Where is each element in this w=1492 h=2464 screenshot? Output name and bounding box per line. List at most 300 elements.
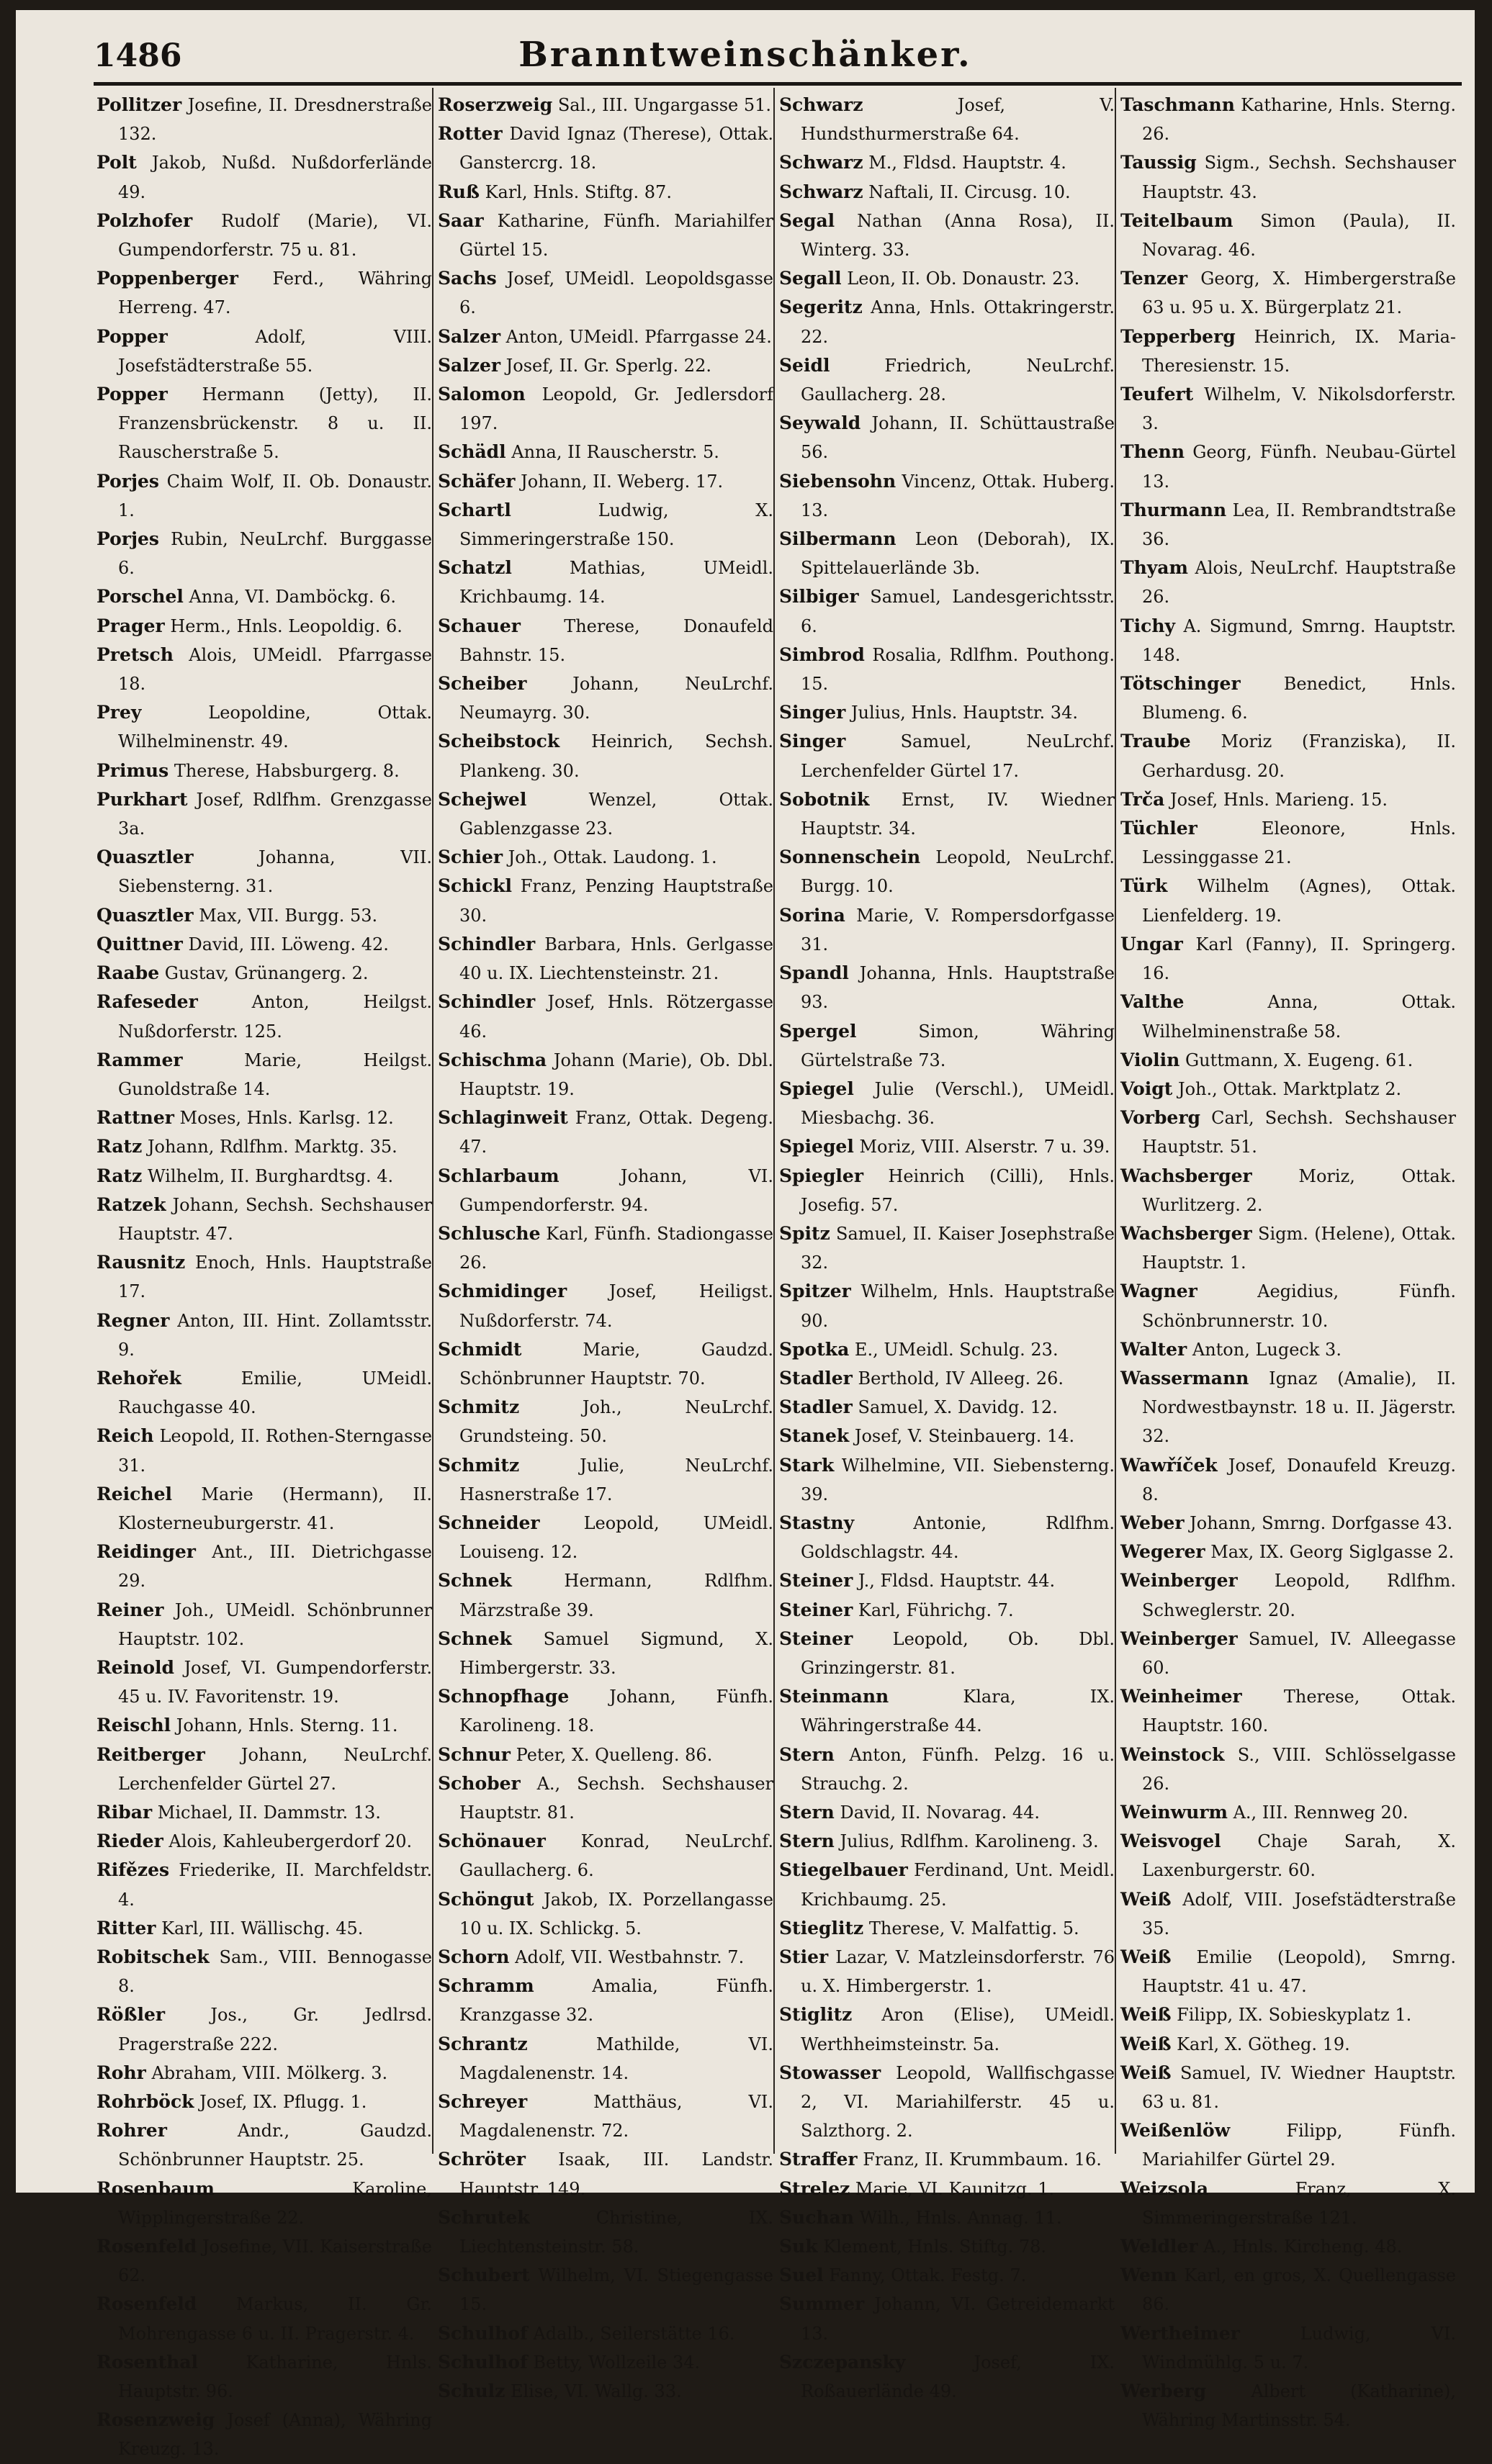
entry-surname: Segal <box>779 209 835 231</box>
directory-entry <box>1118 669 1456 727</box>
entry-surname: Wawříček <box>1120 1454 1218 1476</box>
directory-entry <box>435 1046 773 1104</box>
directory-entry <box>435 1509 773 1566</box>
entry-surname: Quasztler <box>96 847 194 868</box>
entry-surname: Schier <box>438 847 503 868</box>
directory-entry <box>435 1451 773 1509</box>
entry-surname: Wagner <box>1120 1281 1197 1302</box>
entry-surname: Prager <box>96 615 165 636</box>
entry-details: Adolf, VIII. Josefstädterstraße 35. <box>1142 1889 1456 1939</box>
entry-surname: Segall <box>779 268 842 289</box>
entry-details: Therese, Ottak. Hauptstr. 160. <box>1142 1687 1456 1736</box>
entry-details: Anna, Ottak. Wilhelminenstraße 58. <box>1142 992 1456 1042</box>
directory-entry <box>94 901 432 930</box>
entry-details: Leopold, UMeidl. Louiseng. 12. <box>459 1512 773 1563</box>
directory-entry <box>776 1856 1115 1913</box>
entry-details: Carl, Sechsh. Sechshauser Hauptstr. 51. <box>1142 1108 1456 1157</box>
entry-surname: Weiß <box>1120 1888 1172 1910</box>
directory-entry <box>776 1596 1115 1625</box>
entry-surname: Ratz <box>96 1136 143 1157</box>
entry-details: Josef, Heiligst. Nußdorferstr. 74. <box>459 1281 773 1331</box>
entry-surname: Schindler <box>438 933 536 955</box>
entry-details: Katharine, Fünfh. Mariahilfer Gürtel 15. <box>459 210 773 261</box>
entry-details: Rubin, NeuLrchf. Burggasse 6. <box>118 529 432 579</box>
entry-surname: Saar <box>438 209 484 231</box>
directory-entry <box>1118 1075 1456 1104</box>
entry-details: A., Hnls. Kircheng. 48. <box>1203 2237 1403 2257</box>
entry-surname: Stadler <box>779 1396 853 1418</box>
entry-surname: Weiß <box>1120 2033 1172 2054</box>
directory-entry <box>776 698 1115 727</box>
directory-entry <box>776 1625 1115 1682</box>
entry-surname: Silbermann <box>779 528 896 550</box>
directory-entry <box>776 1914 1115 1943</box>
entry-details: Wilhelm (Agnes), Ottak. Lienfelderg. 19. <box>1142 876 1456 926</box>
directory-entry <box>94 1914 432 1943</box>
entry-surname: Steiner <box>779 1628 853 1649</box>
entry-details: Lazar, V. Matzleinsdorferstr. 76 u. X. Himbergerstr. 1. <box>801 1947 1115 1997</box>
directory-entry <box>435 1943 773 1972</box>
directory-entry <box>1118 322 1456 380</box>
directory-entry <box>94 1741 432 1798</box>
entry-surname: Rotter <box>438 123 503 145</box>
entry-surname: Walter <box>1120 1338 1187 1360</box>
entry-surname: Weinstock <box>1120 1743 1225 1765</box>
entry-details: Marie (Hermann), II. Klosterneuburgerstr. 41. <box>118 1484 432 1533</box>
header-rule <box>94 82 1462 86</box>
entry-surname: Weinwurm <box>1120 1801 1228 1823</box>
entry-details: Anton, Lugeck 3. <box>1192 1339 1342 1360</box>
entry-surname: Steiner <box>779 1570 853 1592</box>
entry-surname: Schäfer <box>438 470 516 492</box>
directory-entry <box>94 1711 432 1740</box>
entry-surname: Teufert <box>1120 384 1194 405</box>
entry-details: Mathilde, VI. Magdalenenstr. 14. <box>459 2034 773 2083</box>
entry-details: Marie, VI. Kaunitzg. 1. <box>855 2178 1055 2199</box>
directory-entry <box>435 1682 773 1740</box>
entry-surname: Schwarz <box>779 181 863 202</box>
entry-details: Leopold, Rdlfhm. Schweglerstr. 20. <box>1142 1571 1456 1620</box>
entry-details: Katharine, Hnls. Hauptstr. 96. <box>118 2352 432 2402</box>
entry-details: Julie, NeuLrchf. Hasnerstraße 17. <box>459 1455 773 1504</box>
directory-entry <box>94 1538 432 1595</box>
entry-surname: Rosenthal <box>96 2351 199 2373</box>
entry-details: Samuel, Landesgerichtsstr. 6. <box>801 587 1115 636</box>
entry-details: Sam., VIII. Bennogasse 8. <box>118 1947 432 1997</box>
entry-surname: Seidl <box>779 354 830 376</box>
entry-details: Leopold, Ob. Dbl. Grinzingerstr. 81. <box>801 1628 1115 1678</box>
directory-entry <box>94 757 432 785</box>
directory-entry <box>94 959 432 988</box>
entry-surname: Ruß <box>438 181 480 202</box>
entry-details: Moriz, VIII. Alserstr. 7 u. 39. <box>859 1137 1110 1157</box>
directory-entry <box>94 2059 432 2088</box>
entry-details: Simon, Währing Gürtelstraße 73. <box>801 1021 1115 1070</box>
entry-details: Sal., III. Ungargasse 51. <box>557 95 772 115</box>
directory-entry <box>94 148 432 206</box>
entry-surname: Spitzer <box>779 1281 851 1302</box>
entry-details: Samuel Sigmund, X. Himbergerstr. 33. <box>459 1628 773 1678</box>
entry-details: Michael, II. Dammstr. 13. <box>157 1802 381 1823</box>
directory-entry <box>94 1798 432 1827</box>
directory-entry <box>776 1827 1115 1856</box>
entry-details: Josef, Hnls. Marieng. 15. <box>1170 789 1388 810</box>
entry-details: Heinrich (Cilli), Hnls. Josefig. 57. <box>801 1165 1115 1215</box>
directory-entry <box>776 207 1115 264</box>
entry-details: Samuel, IV. Alleegasse 60. <box>1142 1628 1456 1678</box>
directory-entry <box>776 1509 1115 1566</box>
directory-entry <box>435 930 773 988</box>
entry-surname: Reich <box>96 1425 154 1447</box>
entry-details: A., Sechsh. Sechshauser Hauptstr. 81. <box>459 1773 773 1823</box>
directory-entry <box>776 351 1115 409</box>
directory-entry <box>776 2261 1115 2290</box>
column-divider <box>432 88 433 2154</box>
entry-details: J., Fldsd. Hauptstr. 44. <box>858 1571 1056 1592</box>
entry-details: Ignaz (Amalie), II. Nordwestbaynstr. 18 u. II. Jägerstr. 32. <box>1142 1368 1456 1447</box>
entry-details: Joh., UMeidl. Schönbrunner Hauptstr. 102. <box>118 1599 432 1649</box>
directory-entry <box>1118 727 1456 785</box>
entry-surname: Weinberger <box>1120 1570 1238 1592</box>
entry-surname: Schneider <box>438 1512 540 1533</box>
entry-surname: Wegerer <box>1120 1541 1205 1563</box>
entry-surname: Thurmann <box>1120 499 1227 520</box>
entry-details: Johanna, VII. Siebensterng. 31. <box>118 847 432 897</box>
entry-surname: Rammer <box>96 1049 183 1070</box>
entry-details: Karl (Fanny), II. Springerg. 16. <box>1142 934 1456 984</box>
entry-surname: Vorberg <box>1120 1107 1200 1129</box>
entry-surname: Rifězes <box>96 1859 170 1881</box>
directory-entry <box>435 1625 773 1682</box>
entry-surname: Stiegelbauer <box>779 1859 908 1881</box>
entry-details: Johann, II. Schüttaustraße 56. <box>801 413 1115 463</box>
entry-details: Katharine, Hnls. Sterng. 26. <box>1142 95 1456 145</box>
directory-entry <box>435 554 773 611</box>
entry-details: Georg, Fünfh. Neubau-Gürtel 13. <box>1142 442 1456 492</box>
entry-details: Josef, UMeidl. Leopoldsgasse 6. <box>459 268 773 318</box>
directory-entry <box>1118 1682 1456 1740</box>
entry-details: Therese, Donaufeld Bahnstr. 15. <box>459 615 773 665</box>
entry-surname: Reichel <box>96 1483 172 1504</box>
entry-surname: Scheibstock <box>438 731 560 752</box>
entry-details: Ludwig, X. Simmeringerstraße 150. <box>459 500 773 550</box>
entry-surname: Weinberger <box>1120 1628 1238 1649</box>
entry-surname: Spitz <box>779 1222 830 1244</box>
entry-details: Wenzel, Ottak. Gablenzgasse 23. <box>459 789 773 839</box>
directory-entry <box>1118 1277 1456 1335</box>
entry-surname: Stern <box>779 1743 835 1765</box>
directory-entry <box>94 843 432 901</box>
entry-details: Johann, VI. Gumpendorferstr. 94. <box>459 1165 773 1215</box>
entry-details: Herm., Hnls. Leopoldig. 6. <box>170 615 403 636</box>
entry-details: Johann, Rdlfhm. Marktg. 35. <box>147 1137 397 1157</box>
directory-entry <box>435 988 773 1045</box>
entry-surname: Schöngut <box>438 1888 534 1910</box>
directory-entry <box>94 641 432 698</box>
directory-entry <box>94 1856 432 1913</box>
entry-details: Leopoldine, Ottak. Wilhelminenstr. 49. <box>118 703 432 752</box>
entry-details: Leopold, II. Rothen-Sterngasse 31. <box>118 1426 432 1476</box>
directory-entry <box>94 2232 432 2290</box>
entry-details: Wilhelm, V. Nikolsdorferstr. 3. <box>1142 384 1456 434</box>
entry-details: Sigm., Sechsh. Sechshauser Hauptstr. 43. <box>1142 153 1456 202</box>
entry-details: S., VIII. Schlösselgasse 26. <box>1142 1744 1456 1794</box>
entry-details: Aron (Elise), UMeidl. Werthheimsteinstr. 5a. <box>801 2005 1115 2054</box>
directory-entry <box>435 496 773 554</box>
entry-surname: Rausnitz <box>96 1252 186 1273</box>
entry-surname: Szczepansky <box>779 2351 906 2373</box>
entry-surname: Schnopfhage <box>438 1686 570 1707</box>
directory-entry <box>94 1104 432 1132</box>
entry-details: A., III. Rennweg 20. <box>1233 1802 1408 1823</box>
directory-entry <box>94 1653 432 1711</box>
entry-surname: Popper <box>96 384 168 405</box>
entry-surname: Wachsberger <box>1120 1165 1252 1186</box>
directory-entry <box>94 2116 432 2174</box>
entry-surname: Schindler <box>438 991 536 1013</box>
entry-surname: Rosenzweig <box>96 2409 215 2431</box>
directory-entry <box>435 322 773 351</box>
entry-surname: Spergel <box>779 1020 857 1042</box>
directory-entry <box>1118 264 1456 322</box>
entry-surname: Thyam <box>1120 557 1188 579</box>
directory-entry <box>435 727 773 785</box>
entry-surname: Schickl <box>438 875 512 897</box>
directory-entry <box>1118 785 1456 814</box>
entry-surname: Suel <box>779 2265 824 2286</box>
directory-entry <box>776 178 1115 207</box>
page-title: Branntweinschänker. <box>518 35 972 75</box>
entry-surname: Regner <box>96 1309 170 1331</box>
entry-surname: Robitschek <box>96 1946 210 1967</box>
entry-surname: Spotka <box>779 1338 850 1360</box>
entry-details: Peter, X. Quelleng. 86. <box>516 1744 713 1765</box>
entry-surname: Schlusche <box>438 1222 541 1244</box>
entry-surname: Tenzer <box>1120 268 1188 289</box>
entry-surname: Porjes <box>96 528 159 550</box>
entry-details: Friederike, II. Marchfeldstr. 4. <box>118 1860 432 1910</box>
entry-surname: Straffer <box>779 2149 858 2170</box>
column-divider <box>773 88 775 2154</box>
entry-surname: Weißenlöw <box>1120 2120 1231 2142</box>
entry-surname: Wertheimer <box>1120 2322 1240 2344</box>
entry-details: Karl, en gros, X. Quellengasse 86. <box>1142 2265 1456 2315</box>
entry-surname: Schnur <box>438 1743 511 1765</box>
entry-surname: Suchan <box>779 2206 855 2228</box>
entry-details: Ant., III. Dietrichgasse 29. <box>118 1542 432 1592</box>
directory-entry <box>1118 1219 1456 1277</box>
entry-surname: Voigt <box>1120 1078 1173 1099</box>
entry-details: Johann, Hnls. Sterng. 11. <box>176 1715 398 1736</box>
entry-details: Josef (Anna), Währing Kreuzg. 13. <box>118 2410 432 2460</box>
directory-entry <box>94 207 432 264</box>
entry-details: Georg, X. Himbergerstraße 63 u. 95 u. X. Bürgerplatz 21. <box>1142 268 1456 318</box>
entry-surname: Salzer <box>438 354 501 376</box>
entry-surname: Rohrböck <box>96 2091 194 2113</box>
entry-surname: Schrantz <box>438 2033 528 2054</box>
entry-surname: Schorn <box>438 1946 510 1967</box>
entry-details: Leopold, Wallfischgasse 2, VI. Mariahilferstr. 45 u. Salzthorg. 2. <box>801 2062 1115 2142</box>
directory-entry <box>94 1046 432 1104</box>
directory-entry <box>435 351 773 380</box>
entry-surname: Rieder <box>96 1831 163 1852</box>
directory-entry <box>435 1885 773 1943</box>
entry-details: Anna, Hnls. Ottakringerstr. 22. <box>801 297 1115 347</box>
directory-entry <box>1118 612 1456 669</box>
entry-details: Karl, X. Götheg. 19. <box>1177 2034 1350 2054</box>
entry-details: Friedrich, NeuLrchf. Gaullacherg. 28. <box>801 355 1115 405</box>
directory-entry <box>776 1219 1115 1277</box>
entry-details: Joh., Ottak. Laudong. 1. <box>508 847 717 868</box>
directory-entry <box>435 2377 773 2406</box>
entry-details: Anton, Fünfh. Pelzg. 16 u. Strauchg. 2. <box>801 1744 1115 1794</box>
entry-surname: Tötschinger <box>1120 673 1241 695</box>
entry-details: Joh., NeuLrchf. Grundsteing. 50. <box>459 1397 773 1447</box>
entry-surname: Sobotnik <box>779 788 870 810</box>
directory-entry <box>1118 1741 1456 1798</box>
directory-entry <box>435 1972 773 2029</box>
entry-surname: Schubert <box>438 2265 530 2286</box>
entry-details: Moriz (Franziska), II. Gerhardusg. 20. <box>1142 731 1456 781</box>
directory-entry <box>776 1132 1115 1161</box>
entry-details: Therese, Habsburgerg. 8. <box>174 760 400 781</box>
directory-entry <box>1118 930 1456 988</box>
entry-details: Franz, Ottak. Degeng. 47. <box>459 1108 773 1157</box>
entry-surname: Schreyer <box>438 2091 528 2113</box>
directory-page <box>16 10 1475 2460</box>
directory-entry <box>1118 1104 1456 1161</box>
entry-details: Anton, Heilgst. Nußdorferstr. 125. <box>118 992 432 1042</box>
entry-surname: Schulhof <box>438 2322 528 2344</box>
directory-entry <box>776 264 1115 293</box>
directory-entry <box>1118 872 1456 929</box>
directory-entry <box>776 2000 1115 2058</box>
directory-entry <box>1118 2000 1456 2029</box>
entry-details: Anna, II Rauscherstr. 5. <box>511 442 719 463</box>
directory-entry <box>1118 554 1456 611</box>
directory-entry <box>435 119 773 177</box>
entry-surname: Spiegler <box>779 1165 863 1186</box>
entry-details: Mathias, UMeidl. Krichbaumg. 14. <box>459 558 773 608</box>
directory-entry <box>776 1335 1115 1364</box>
entry-details: Samuel, II. Kaiser Josephstraße 32. <box>801 1223 1115 1273</box>
directory-entry <box>94 612 432 641</box>
directory-entry <box>94 380 432 467</box>
entry-surname: Stadler <box>779 1367 853 1389</box>
entry-details: Sigm. (Helene), Ottak. Hauptstr. 1. <box>1142 1223 1456 1273</box>
directory-entry <box>776 1393 1115 1422</box>
entry-details: Emilie (Leopold), Smrng. Hauptstr. 41 u. 47. <box>1142 1947 1456 1997</box>
entry-surname: Trča <box>1120 788 1165 810</box>
entry-surname: Schmitz <box>438 1396 520 1418</box>
entry-surname: Raabe <box>96 962 160 984</box>
directory-entry <box>776 1741 1115 1798</box>
entry-surname: Ratz <box>96 1165 143 1186</box>
directory-entry <box>435 872 773 929</box>
column-4 <box>1118 91 1456 2434</box>
directory-entry <box>94 582 432 611</box>
entry-details: Max, VII. Burgg. 53. <box>199 905 378 926</box>
directory-entry <box>776 1943 1115 2000</box>
entry-details: Samuel, X. Davidg. 12. <box>858 1397 1058 1418</box>
directory-entry <box>776 1682 1115 1740</box>
entry-surname: Quittner <box>96 933 183 955</box>
entry-surname: Schober <box>438 1772 521 1794</box>
entry-surname: Reitberger <box>96 1743 205 1765</box>
directory-entry <box>94 1480 432 1538</box>
entry-details: Isaak, III. Landstr. Hauptstr. 149. <box>459 2149 773 2199</box>
entry-surname: Weinheimer <box>1120 1686 1242 1707</box>
directory-entry <box>94 1827 432 1856</box>
directory-entry <box>776 148 1115 177</box>
entry-details: Betty, Wollzeile 34. <box>533 2352 701 2373</box>
entry-details: Jakob, IX. Porzellangasse 10 u. IX. Schlickg. 5. <box>459 1889 773 1939</box>
entry-details: Berthold, IV Alleeg. 26. <box>858 1368 1064 1389</box>
directory-entry <box>776 1422 1115 1450</box>
entry-details: Klara, IX. Währingerstraße 44. <box>801 1687 1115 1736</box>
directory-entry <box>94 2000 432 2058</box>
directory-entry <box>435 178 773 207</box>
directory-entry <box>776 467 1115 525</box>
directory-entry <box>435 264 773 322</box>
entry-surname: Roserzweig <box>438 94 553 115</box>
entry-surname: Silbiger <box>779 586 859 608</box>
directory-entry <box>776 1798 1115 1827</box>
entry-details: Wilhelm, Hnls. Hauptstraße 90. <box>801 1281 1115 1331</box>
entry-details: Wilhelmine, VII. Siebensterng. 39. <box>801 1455 1115 1504</box>
directory-entry <box>776 293 1115 351</box>
entry-surname: Traube <box>1120 731 1191 752</box>
directory-entry <box>1118 207 1456 264</box>
directory-entry <box>1118 1827 1456 1885</box>
directory-entry <box>1118 1046 1456 1075</box>
entry-details: Lea, II. Rembrandtstraße 36. <box>1142 500 1456 550</box>
entry-surname: Ribar <box>96 1801 153 1823</box>
directory-entry <box>435 843 773 872</box>
entry-details: Max, IX. Georg Siglgasse 2. <box>1210 1542 1455 1563</box>
directory-entry <box>1118 1625 1456 1682</box>
entry-details: M., Fldsd. Hauptstr. 4. <box>868 153 1066 173</box>
entry-surname: Tepperberg <box>1120 325 1236 347</box>
directory-entry <box>94 2175 432 2232</box>
entry-details: Nathan (Anna Rosa), II. Winterg. 33. <box>801 210 1115 261</box>
entry-details: Filipp, Fünfh. Mariahilfer Gürtel 29. <box>1142 2121 1456 2170</box>
entry-details: Ludwig, VI. Windmühlg. 5 u. 7. <box>1142 2323 1456 2373</box>
entry-details: Leon (Deborah), IX. Spittelauerlände 3b. <box>801 529 1115 579</box>
directory-entry <box>94 1364 432 1422</box>
directory-entry <box>1118 814 1456 872</box>
directory-entry <box>776 525 1115 582</box>
entry-details: Wilh., Hnls. Annag. 11. <box>859 2207 1062 2228</box>
directory-entry <box>435 1162 773 1219</box>
entry-surname: Taschmann <box>1120 94 1235 115</box>
directory-entry <box>435 669 773 727</box>
entry-details: Julius, Hnls. Hauptstr. 34. <box>850 703 1078 723</box>
directory-entry <box>776 641 1115 698</box>
entry-surname: Valthe <box>1120 991 1185 1013</box>
entry-surname: Schmitz <box>438 1454 520 1476</box>
directory-entry <box>94 698 432 756</box>
entry-surname: Werberg <box>1120 2380 1207 2402</box>
entry-surname: Schejwel <box>438 788 527 810</box>
entry-details: Karl, Hnls. Stiftg. 87. <box>485 181 672 202</box>
directory-entry <box>435 1104 773 1161</box>
directory-entry <box>435 380 773 438</box>
entry-details: Karoline, Wipplingerstraße 22. <box>118 2178 432 2228</box>
directory-entry <box>776 2145 1115 2174</box>
entry-details: Benedict, Hnls. Blumeng. 6. <box>1142 674 1456 723</box>
entry-details: Klement, Hnls. Stiftg. 78. <box>823 2237 1047 2257</box>
